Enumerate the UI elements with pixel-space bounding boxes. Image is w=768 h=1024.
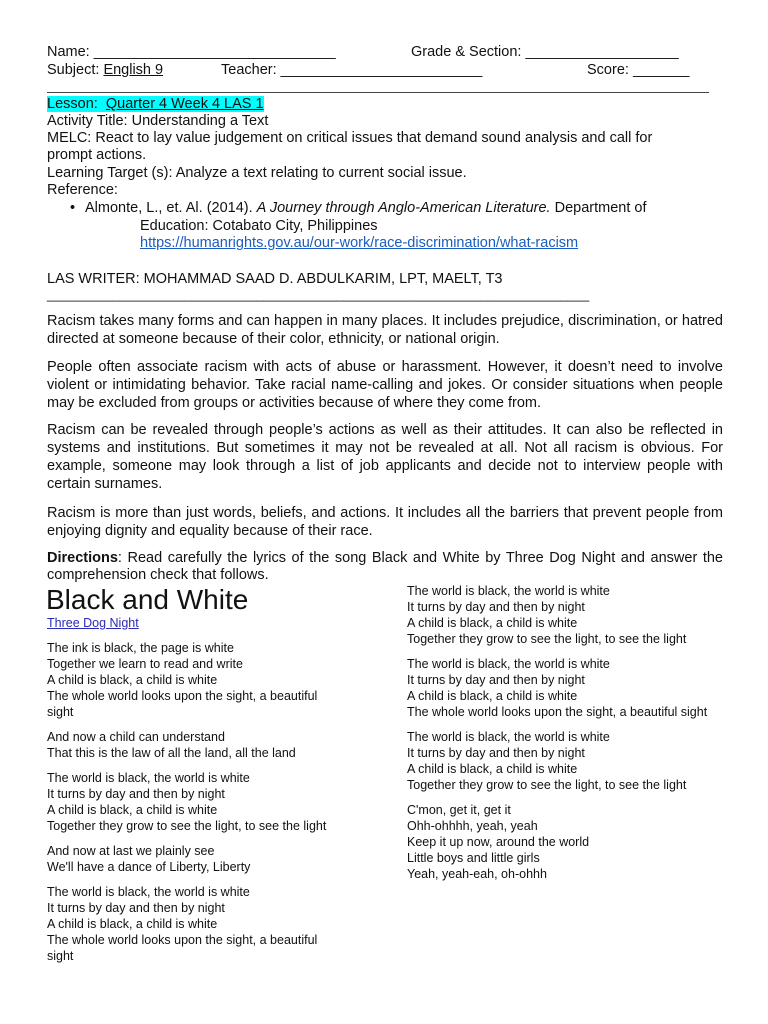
lyric-line: The world is black, the world is white <box>407 657 610 671</box>
grade-label: Grade & Section: <box>411 44 522 60</box>
paragraph-4: Racism is more than just words, beliefs, and actions. It includes all the barriers that prevent people from enjoying dignity and equality because of their race. <box>47 505 723 539</box>
lyric-line: The whole world looks upon the sight, a beautiful sight <box>407 705 708 719</box>
lyric-stanza <box>47 770 347 834</box>
lyric-line: The world is black, the world is white <box>47 885 250 899</box>
learning-target: Learning Target (s): Analyze a text relating to current social issue. <box>47 165 467 181</box>
lyric-line: The whole world looks upon the sight, a beautiful sight <box>47 933 318 963</box>
activity-title: Activity Title: Understanding a Text <box>47 113 269 129</box>
lyric-line: That this is the law of all the land, all the land <box>47 746 296 760</box>
directions-text: : Read carefully the lyrics of the song Black and White by Three Dog Night and answer the comprehension check that follows. <box>47 550 723 583</box>
teacher-blank: _________________________ <box>280 62 483 78</box>
paragraph-3: Racism can be revealed through people’s actions as well as their attitudes. It can also be reflected in systems and institutions. But sometimes it may not be revealed at all. Not all racism is obvious. For example, someone may look through a list of job applicants and decide not to interview people with certain surnames. <box>47 422 723 492</box>
lesson-line <box>47 96 264 113</box>
lyric-line: It turns by day and then by night <box>47 901 225 915</box>
paragraph-2: People often associate racism with acts of abuse or harassment. However, it doesn’t need to involve violent or intimidating behavior. Take racial name-calling and jokes. Or consider situations when people may be excluded from groups or activities because of where they come from. <box>47 359 723 411</box>
lyric-line: Together they grow to see the light, to see the light <box>47 819 327 833</box>
lyric-line: And now a child can understand <box>47 730 225 744</box>
lyric-stanza <box>47 729 347 761</box>
writer-divider: ___________________________________________________________________________ <box>47 287 590 302</box>
melc-line-1: MELC: React to lay value judgement on critical issues that demand sound analysis and call for <box>47 130 653 146</box>
name-blank: ______________________________ <box>93 44 336 60</box>
teacher-label: Teacher: <box>221 62 277 78</box>
reference-line-2: Education: Cotabato City, Philippines <box>140 218 378 234</box>
name-field[interactable] <box>47 44 336 61</box>
subject-value: English 9 <box>103 62 164 78</box>
lyric-line: A child is black, a child is white <box>407 616 578 630</box>
score-field[interactable] <box>587 62 689 79</box>
lyric-line: The world is black, the world is white <box>407 584 610 598</box>
lyric-line: It turns by day and then by night <box>47 787 225 801</box>
reference-authors: Almonte, L., et. Al. (2014). <box>85 200 257 216</box>
lyric-stanza <box>47 884 347 964</box>
lyric-line: C'mon, get it, get it <box>407 803 511 817</box>
las-writer: LAS WRITER: MOHAMMAD SAAD D. ABDULKARIM, LPT, MAELT, T3 <box>47 271 503 287</box>
teacher-field[interactable] <box>221 62 482 79</box>
lyric-line: It turns by day and then by night <box>407 600 585 614</box>
lyric-line: The world is black, the world is white <box>407 730 610 744</box>
lyric-line: Together they grow to see the light, to see the light <box>407 778 687 792</box>
subject-field <box>47 62 163 79</box>
lyric-line: Together they grow to see the light, to see the light <box>407 632 687 646</box>
lesson-label: Lesson: <box>47 96 98 112</box>
lyric-line: A child is black, a child is white <box>47 673 218 687</box>
score-label: Score: <box>587 62 629 78</box>
reference-book: A Journey through Anglo-American Literature. <box>256 200 551 216</box>
name-label: Name: <box>47 44 90 60</box>
lyric-line: And now at last we plainly see <box>47 844 215 858</box>
lyric-line: Keep it up now, around the world <box>407 835 590 849</box>
directions <box>47 550 723 584</box>
melc-line-2: prompt actions. <box>47 147 147 163</box>
lyric-line: Yeah, yeah-eah, oh-ohhh <box>407 867 547 881</box>
lyrics-left-column <box>47 640 347 973</box>
reference-label: Reference: <box>47 182 118 198</box>
reference-entry <box>85 200 647 217</box>
directions-label: Directions <box>47 550 118 566</box>
lyric-line: It turns by day and then by night <box>407 673 585 687</box>
lyric-stanza <box>407 583 727 647</box>
lyric-line: The ink is black, the page is white <box>47 641 234 655</box>
lyrics-right-column <box>407 583 727 891</box>
grade-section-field[interactable] <box>411 44 679 61</box>
lesson-value: Quarter 4 Week 4 LAS 1 <box>105 96 264 112</box>
lyric-line: The whole world looks upon the sight, a beautiful sight <box>47 689 318 719</box>
song-artist-link[interactable]: Three Dog Night <box>47 616 139 630</box>
lyric-line: Together we learn to read and write <box>47 657 243 671</box>
lyric-line: A child is black, a child is white <box>407 762 578 776</box>
lyric-line: A child is black, a child is white <box>47 917 218 931</box>
subject-label: Subject: <box>47 62 100 78</box>
lyric-stanza <box>407 729 727 793</box>
reference-bullet: • <box>70 200 76 216</box>
header-divider <box>47 92 709 93</box>
grade-blank: ___________________ <box>525 44 679 60</box>
lyric-stanza <box>47 640 347 720</box>
lyric-line: Little boys and little girls <box>407 851 540 865</box>
lyric-line: It turns by day and then by night <box>407 746 585 760</box>
lyric-line: A child is black, a child is white <box>47 803 218 817</box>
reference-link[interactable]: https://humanrights.gov.au/our-work/race-discrimination/what-racism <box>140 235 579 251</box>
paragraph-1: Racism takes many forms and can happen in many places. It includes prejudice, discrimination, or hatred directed at someone because of their color, ethnicity, or national origin. <box>47 313 723 347</box>
lyric-line: A child is black, a child is white <box>407 689 578 703</box>
lyric-line: Ohh-ohhhh, yeah, yeah <box>407 819 538 833</box>
score-blank: _______ <box>632 62 690 78</box>
reference-publisher: Department of <box>550 200 647 216</box>
lyric-line: We'll have a dance of Liberty, Liberty <box>47 860 251 874</box>
lyric-stanza <box>47 843 347 875</box>
lyric-stanza <box>407 656 727 720</box>
song-title: Black and White <box>46 584 249 615</box>
lyric-line: The world is black, the world is white <box>47 771 250 785</box>
lyric-stanza <box>407 802 727 882</box>
